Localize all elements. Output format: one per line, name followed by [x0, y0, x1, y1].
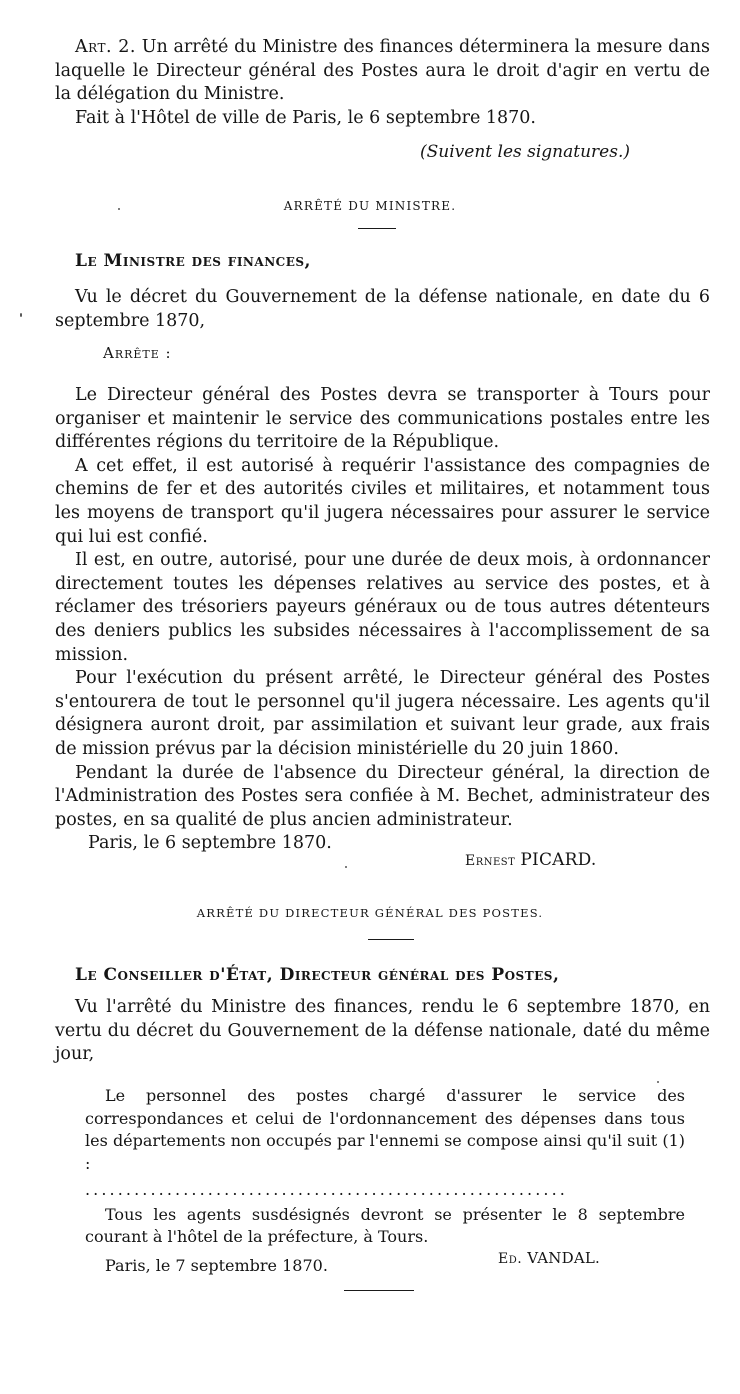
scan-speck: [118, 208, 120, 210]
ministre-heading: Le Ministre des finances,: [75, 251, 311, 271]
directeur-date: Paris, le 7 septembre 1870.: [105, 1255, 328, 1275]
scan-speck: [345, 866, 347, 868]
signature-first: Ernest: [465, 853, 516, 869]
directeur-heading: Le Conseiller d'État, Directeur général des Postes,: [75, 965, 560, 985]
article-text: Un arrêté du Ministre des finances déterminera la mesure dans laquelle le Directeur général des Postes aura le droit d'agir en vertu de la délégation du Ministre.: [55, 37, 710, 105]
ministre-heading-block: [55, 250, 710, 274]
ministre-date: Paris, le 6 septembre 1870.: [88, 833, 332, 854]
signature-first: Ed.: [498, 1251, 523, 1267]
divider: [368, 939, 414, 940]
ministre-paragraph-1: Le Directeur général des Postes devra se transporter à Tours pour organiser et maintenir le service des communications postales entre les différentes régions du territoire de la République.: [55, 385, 710, 453]
article-label: Art. 2.: [75, 37, 136, 57]
directeur-heading-block: [55, 964, 710, 988]
signature-vandal: [498, 1249, 600, 1267]
article-2-block: [55, 36, 710, 130]
signature-last: VANDAL.: [527, 1249, 601, 1267]
end-divider: [344, 1290, 414, 1291]
signature-last: PICARD.: [520, 850, 597, 870]
scan-speck: [20, 313, 22, 317]
scan-speck: [657, 1081, 659, 1083]
ministre-paragraph-5: Pendant la durée de l'absence du Directeur général, la direction de l'Administration des Postes sera confiée à M. Bechet, administrateur des postes, en sa qualité de plus ancien administrateur.: [55, 762, 710, 830]
signature-picard: [465, 850, 596, 870]
ministre-vu: Vu le décret du Gouvernement de la défense nationale, en date du 6 septembre 1870,: [55, 287, 710, 331]
directeur-paragraph-2: Tous les agents susdésignés devront se présenter le 8 septembre courant à l'hôtel de la préfecture, à Tours.: [85, 1204, 685, 1246]
directeur-vu-block: [55, 996, 710, 1067]
fait-line: Fait à l'Hôtel de ville de Paris, le 6 septembre 1870.: [75, 107, 536, 128]
arrete-label: Arrête :: [103, 344, 172, 362]
ministre-vu-block: [55, 286, 710, 333]
dotted-line: ...........................................................: [85, 1180, 568, 1199]
directeur-vu: Vu l'arrêté du Ministre des finances, rendu le 6 septembre 1870, en vertu du décret du Gouvernement de la défense nationale, daté du même jour,: [55, 997, 710, 1065]
divider: [358, 228, 396, 229]
ministre-paragraph-3: Il est, en outre, autorisé, pour une durée de deux mois, à ordonnancer directement toutes les dépenses relatives au service des postes, et à réclamer des trésoriers payeurs généraux ou de tous autres détenteurs des deniers publics les subsides nécessaires à l'accomplissement de sa mission.: [55, 550, 710, 665]
article-2: [55, 36, 710, 107]
section-title-ministre: ARRÊTÉ DU MINISTRE.: [283, 199, 457, 213]
section-title-directeur: ARRÊTÉ DU DIRECTEUR GÉNÉRAL DES POSTES.: [196, 906, 544, 920]
ministre-body: [55, 384, 710, 856]
directeur-paragraph-1: Le personnel des postes chargé d'assurer le service des correspondances et celui de l'ordonnancement des dépenses dans tous les départements non occupés par l'ennemi se compose ainsi qu'il suit (1) :: [85, 1086, 685, 1173]
ministre-paragraph-2: A cet effet, il est autorisé à requérir l'assistance des compagnies de chemins de fer et des autorités civiles et militaires, et notamment tous les moyens de transport qu'il jugera nécessaires pour assurer le service qui lui est confié.: [55, 455, 710, 547]
signatures-note: (Suivent les signatures.): [420, 142, 630, 162]
ministre-paragraph-4: Pour l'exécution du présent arrêté, le Directeur général des Postes s'entourera de tout le personnel qu'il jugera nécessaire. Les agents qu'il désignera auront droit, par assimilation et suivant leur grade, aux frais de mission prévus par la décision ministérielle du 20 juin 1860.: [55, 668, 710, 759]
